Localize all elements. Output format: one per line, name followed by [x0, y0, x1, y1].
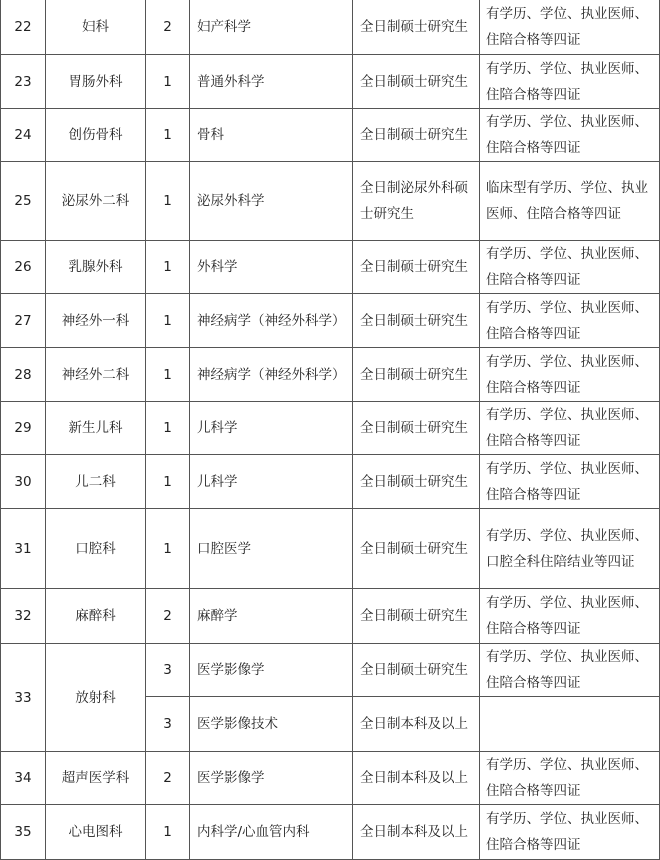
department-name-text: 神经外一科 — [61, 312, 130, 329]
major-requirement — [190, 752, 353, 805]
qualification-requirement — [480, 455, 660, 509]
qualification-requirement — [480, 294, 660, 348]
major-requirement — [190, 402, 353, 455]
row-index-text: 25 — [14, 193, 32, 209]
department-name-text: 创伤骨科 — [68, 127, 123, 143]
department-name — [46, 455, 146, 509]
position-count-text: 1 — [163, 824, 172, 840]
position-count-text: 3 — [163, 662, 172, 678]
row-index-text: 28 — [14, 366, 32, 383]
position-count — [146, 0, 190, 55]
major-requirement — [190, 294, 353, 348]
row-index — [1, 294, 46, 348]
qualification-requirement — [480, 55, 660, 109]
education-requirement-text: 全日制硕士研究生 — [360, 259, 468, 275]
department-name-text: 心电图科 — [68, 824, 123, 840]
table-row — [1, 402, 660, 455]
qualification-requirement — [480, 402, 660, 455]
row-index — [1, 805, 46, 860]
department-name — [46, 109, 146, 162]
position-count — [146, 402, 190, 455]
department-name-text: 儿二科 — [75, 473, 116, 490]
education-requirement-text: 全日制硕士研究生 — [360, 19, 468, 35]
major-requirement-text: 内科学/心血管内科 — [197, 824, 310, 840]
major-requirement-text: 医学影像学 — [197, 770, 265, 786]
education-requirement-text: 全日制硕士研究生 — [360, 312, 468, 329]
row-index — [1, 402, 46, 455]
position-count-text: 1 — [163, 259, 172, 275]
education-requirement-text: 全日制硕士研究生 — [360, 662, 468, 678]
department-name — [46, 0, 146, 55]
row-index-text: 23 — [14, 73, 32, 90]
qualification-requirement — [480, 805, 660, 860]
major-requirement-text: 妇产科学 — [197, 19, 251, 35]
education-requirement — [353, 348, 480, 402]
qualification-requirement — [480, 752, 660, 805]
education-requirement-text: 全日制硕士研究生 — [360, 420, 468, 436]
row-index — [1, 589, 46, 644]
education-requirement-text: 全日制硕士研究生 — [360, 540, 468, 557]
table-row — [1, 589, 660, 644]
major-requirement — [190, 348, 353, 402]
row-index — [1, 644, 46, 752]
position-count — [146, 509, 190, 589]
education-requirement — [353, 805, 480, 860]
qualification-requirement-text: 有学历、学位、执业医师、住陪合格等四证 — [486, 114, 648, 156]
qualification-requirement — [480, 589, 660, 644]
row-index-text: 27 — [14, 312, 32, 329]
position-count — [146, 805, 190, 860]
department-name-text: 神经外二科 — [61, 366, 130, 383]
education-requirement — [353, 162, 480, 241]
education-requirement — [353, 0, 480, 55]
table-body — [1, 0, 660, 860]
row-index — [1, 109, 46, 162]
table-row — [1, 294, 660, 348]
row-index-text: 31 — [14, 540, 32, 557]
education-requirement — [353, 644, 480, 697]
department-name-text: 麻醉科 — [75, 608, 116, 624]
table-row — [1, 644, 660, 697]
table-row — [1, 509, 660, 589]
position-count-text: 1 — [163, 473, 172, 490]
major-requirement — [190, 644, 353, 697]
major-requirement-text: 医学影像学 — [197, 662, 265, 678]
education-requirement-text: 全日制硕士研究生 — [360, 73, 468, 90]
qualification-requirement — [480, 109, 660, 162]
row-index-text: 22 — [14, 19, 32, 35]
department-name-text: 超声医学科 — [61, 770, 130, 786]
row-index — [1, 455, 46, 509]
position-count — [146, 455, 190, 509]
position-count — [146, 644, 190, 697]
education-requirement-text: 全日制本科及以上 — [360, 770, 468, 786]
row-index-text: 26 — [14, 259, 32, 275]
qualification-requirement — [480, 241, 660, 294]
position-count-text: 1 — [163, 73, 172, 90]
row-index-text: 30 — [14, 473, 32, 490]
education-requirement — [353, 589, 480, 644]
row-index-text: 34 — [14, 770, 32, 786]
row-index — [1, 241, 46, 294]
education-requirement-text: 全日制硕士研究生 — [360, 127, 468, 143]
qualification-requirement-text: 有学历、学位、执业医师、住陪合格等四证 — [486, 60, 648, 103]
department-name — [46, 55, 146, 109]
major-requirement-text: 儿科学 — [197, 473, 238, 490]
major-requirement — [190, 697, 353, 752]
row-index — [1, 162, 46, 241]
row-index-text: 29 — [14, 420, 32, 436]
major-requirement — [190, 509, 353, 589]
major-requirement — [190, 0, 353, 55]
qualification-requirement-text: 有学历、学位、执业医师、住陪合格等四证 — [486, 353, 648, 396]
major-requirement-text: 骨科 — [197, 127, 224, 143]
major-requirement — [190, 805, 353, 860]
row-index — [1, 509, 46, 589]
department-name-text: 泌尿外二科 — [61, 193, 130, 209]
department-name — [46, 509, 146, 589]
position-count — [146, 109, 190, 162]
position-count — [146, 241, 190, 294]
major-requirement — [190, 241, 353, 294]
department-name — [46, 294, 146, 348]
education-requirement — [353, 402, 480, 455]
row-index — [1, 0, 46, 55]
position-count-text: 1 — [163, 193, 172, 209]
department-name — [46, 241, 146, 294]
education-requirement — [353, 752, 480, 805]
major-requirement — [190, 455, 353, 509]
qualification-requirement — [480, 348, 660, 402]
major-requirement-text: 神经病学（神经外科学） — [197, 366, 346, 383]
position-count — [146, 752, 190, 805]
education-requirement — [353, 697, 480, 752]
major-requirement-text: 神经病学（神经外科学） — [197, 312, 346, 329]
education-requirement-text: 全日制泌尿外科硕士研究生 — [360, 180, 468, 222]
major-requirement-text: 泌尿外科学 — [197, 193, 265, 209]
department-name — [46, 402, 146, 455]
department-name — [46, 752, 146, 805]
qualification-requirement — [480, 509, 660, 589]
qualification-requirement-text: 有学历、学位、执业医师、住陪合格等四证 — [486, 407, 648, 449]
department-name-text: 乳腺外科 — [68, 259, 123, 275]
qualification-requirement-text: 有学历、学位、执业医师、口腔全科住陪结业等四证 — [486, 527, 648, 570]
row-index-text: 24 — [14, 127, 32, 143]
major-requirement-text: 医学影像技术 — [197, 716, 278, 732]
department-name-text: 口腔科 — [75, 540, 116, 557]
position-count — [146, 348, 190, 402]
education-requirement — [353, 294, 480, 348]
major-requirement-text: 麻醉学 — [197, 608, 238, 624]
major-requirement-text: 儿科学 — [197, 420, 238, 436]
qualification-requirement-text: 有学历、学位、执业医师、住陪合格等四证 — [486, 460, 648, 503]
position-count-text: 2 — [163, 608, 172, 624]
row-index — [1, 55, 46, 109]
education-requirement-text: 全日制硕士研究生 — [360, 366, 468, 383]
row-index-text: 32 — [14, 608, 32, 624]
row-index-text: 33 — [14, 689, 32, 706]
table-row — [1, 241, 660, 294]
qualification-requirement-text: 有学历、学位、执业医师、住陪合格等四证 — [486, 6, 648, 48]
department-name — [46, 589, 146, 644]
department-name-text: 胃肠外科 — [68, 73, 123, 90]
qualification-requirement-text: 有学历、学位、执业医师、住陪合格等四证 — [486, 649, 648, 691]
major-requirement-text: 口腔医学 — [197, 540, 251, 557]
qualification-requirement-text: 有学历、学位、执业医师、住陪合格等四证 — [486, 595, 648, 637]
position-count-text: 2 — [163, 770, 172, 786]
table-row — [1, 455, 660, 509]
qualification-requirement — [480, 697, 660, 752]
table-row — [1, 55, 660, 109]
education-requirement — [353, 55, 480, 109]
education-requirement — [353, 109, 480, 162]
table-row — [1, 805, 660, 860]
qualification-requirement-text: 有学历、学位、执业医师、住陪合格等四证 — [486, 757, 648, 799]
row-index — [1, 752, 46, 805]
major-requirement — [190, 55, 353, 109]
qualification-requirement-text: 有学历、学位、执业医师、住陪合格等四证 — [486, 811, 648, 853]
table-row — [1, 0, 660, 55]
major-requirement-text: 普通外科学 — [197, 73, 265, 90]
position-count-text: 1 — [163, 127, 172, 143]
table-row — [1, 752, 660, 805]
position-count — [146, 294, 190, 348]
education-requirement — [353, 455, 480, 509]
department-name — [46, 644, 146, 752]
table-row — [1, 162, 660, 241]
education-requirement-text: 全日制本科及以上 — [360, 824, 468, 840]
table-row — [1, 109, 660, 162]
position-count-text: 1 — [163, 366, 172, 383]
position-count — [146, 589, 190, 644]
department-name-text: 放射科 — [75, 689, 116, 706]
major-requirement — [190, 589, 353, 644]
qualification-requirement-text: 有学历、学位、执业医师、住陪合格等四证 — [486, 246, 648, 288]
department-name-text: 妇科 — [82, 19, 109, 35]
position-count — [146, 55, 190, 109]
qualification-requirement-text: 临床型有学历、学位、执业医师、住陪合格等四证 — [486, 180, 648, 222]
department-name — [46, 162, 146, 241]
position-count-text: 2 — [163, 19, 172, 35]
position-count — [146, 697, 190, 752]
table-row — [1, 348, 660, 402]
department-name — [46, 805, 146, 860]
qualification-requirement — [480, 0, 660, 55]
education-requirement-text: 全日制硕士研究生 — [360, 473, 468, 490]
education-requirement — [353, 241, 480, 294]
education-requirement-text: 全日制本科及以上 — [360, 716, 468, 732]
department-name-text: 新生儿科 — [68, 420, 123, 436]
row-index — [1, 348, 46, 402]
major-requirement — [190, 162, 353, 241]
education-requirement — [353, 509, 480, 589]
qualification-requirement-text: 有学历、学位、执业医师、住陪合格等四证 — [486, 299, 648, 342]
row-index-text: 35 — [14, 824, 32, 840]
position-count — [146, 162, 190, 241]
major-requirement — [190, 109, 353, 162]
education-requirement-text: 全日制硕士研究生 — [360, 608, 468, 624]
qualification-requirement — [480, 644, 660, 697]
major-requirement-text: 外科学 — [197, 259, 238, 275]
qualification-requirement — [480, 162, 660, 241]
position-count-text: 1 — [163, 420, 172, 436]
department-name — [46, 348, 146, 402]
position-count-text: 3 — [163, 716, 172, 732]
position-count-text: 1 — [163, 540, 172, 557]
position-count-text: 1 — [163, 312, 172, 329]
